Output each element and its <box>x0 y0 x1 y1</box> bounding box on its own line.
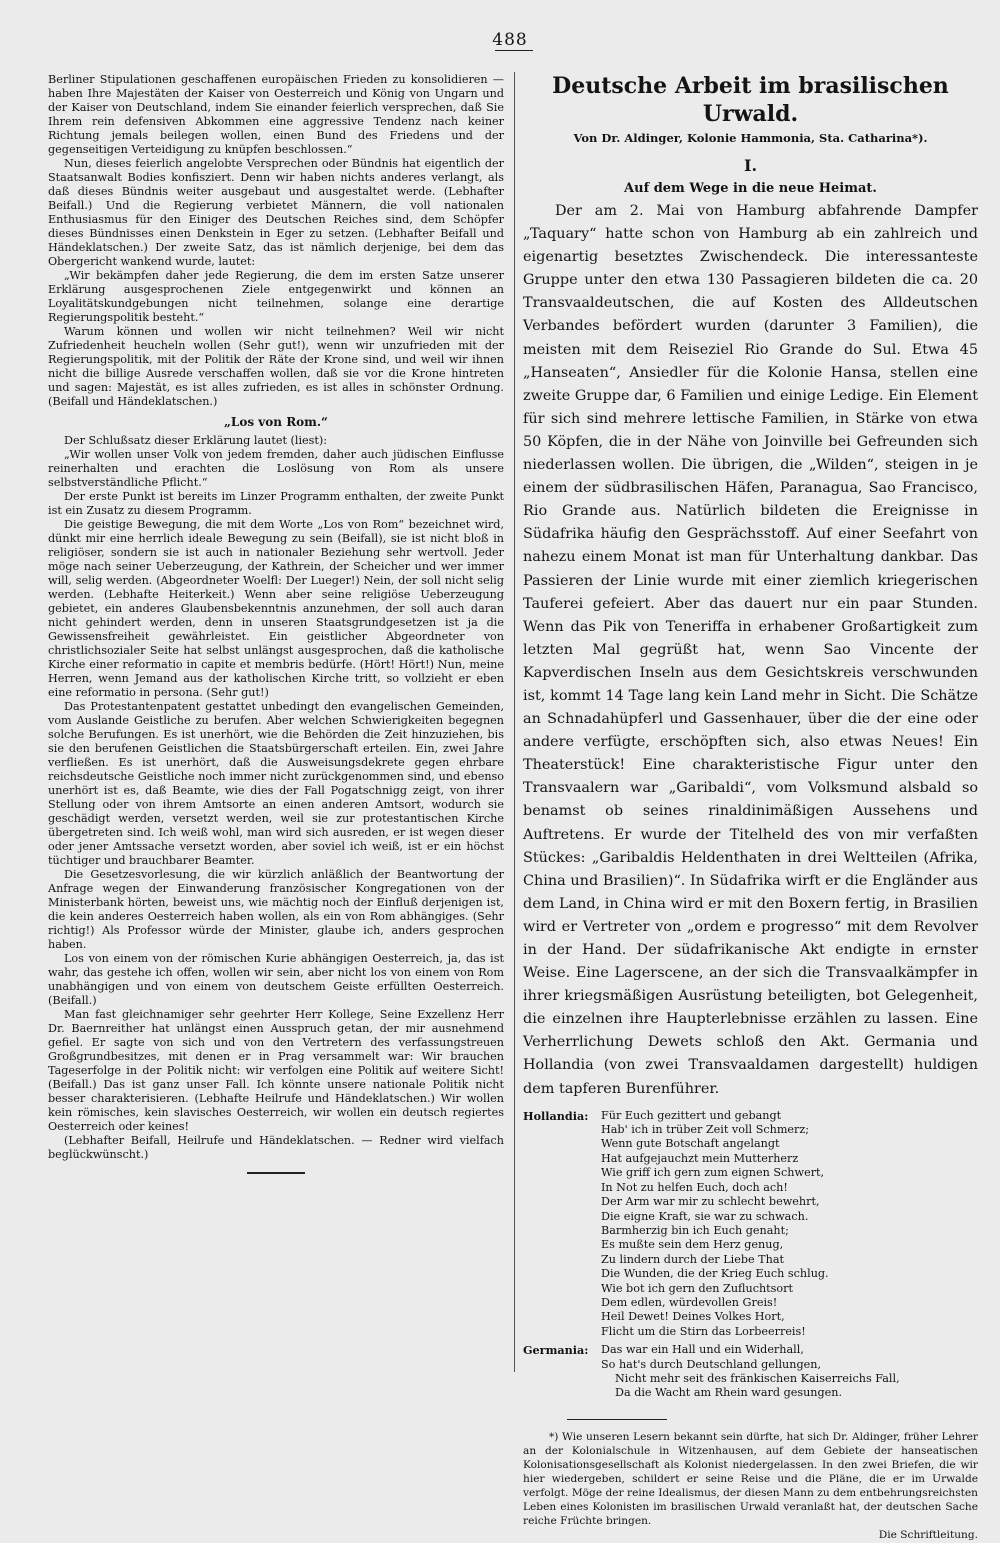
poem-line: Dem edlen, würdevollen Greis! <box>601 1295 778 1309</box>
left-paragraph: Los von einem von der römischen Kurie abhängigen Oesterreich, ja, das ist wahr, das gestehe ich offen, wollen wir sein, aber nicht los von einem von Rom unabhängigen und von einem von deutschem Geiste erfüllten Oesterreich. (Beifall.) <box>48 952 504 1007</box>
left-paragraph: (Lebhafter Beifall, Heilrufe und Händeklatschen. — Redner wird vielfach beglückwünscht.) <box>48 1134 504 1161</box>
poem-line: Barmherzig bin ich Euch genaht; <box>601 1223 789 1237</box>
footnote-rule <box>567 1419 667 1420</box>
right-column <box>523 72 978 1543</box>
poem-line: Für Euch gezittert und gebangt <box>601 1108 782 1122</box>
poem-line: Nicht mehr seit des fränkischen Kaiserreichs Fall, <box>615 1371 900 1385</box>
poem-verses <box>601 1343 978 1401</box>
poem-line: Flicht um die Stirn das Lorbeerreis! <box>601 1324 806 1338</box>
poem-speaker: Hollandia: <box>523 1108 589 1123</box>
left-paragraph: Berliner Stipulationen geschaffenen europäischen Frieden zu konsolidieren — haben Ihre Majestäten der Kaiser von Oesterreich und König von Ungarn und der Kaiser von Deutschland, indem Sie einander feierlich versprechen, daß Sie Ihrem rein defensiven Abkommen eine aggressive Tendenz nach keiner Richtung jemals beilegen wollen, einen Bund des Friedens und der gegenseitigen Verteidigung zu knüpfen beschlossen.“ <box>48 73 504 156</box>
left-paragraph: Die Gesetzesvorlesung, die wir kürzlich anläßlich der Beantwortung der Anfrage wegen der Einwanderung französischer Kongregationen von der Ministerbank hörten, beweist uns, wie mächtig noch der Einfluß derjenigen ist, die kein anderes Oesterreich haben wollen, als ein von Rom abhängiges. (Sehr richtig!) Als Professor würde der Minister, glaube ich, anders gesprochen haben. <box>48 868 504 951</box>
left-paragraph: Nun, dieses feierlich angelobte Versprechen oder Bündnis hat eigentlich der Staatsanwalt Bodies konfisziert. Denn wir haben nichts anderes verlangt, als daß dieses Bündnis weiter ausgebaut und ausgestaltet werde. (Lebhafter Beifall.) Und die Regierung verbietet Männern, die voll nationalen Enthusiasmus für den Einiger des Deutschen Reiches sind, dem Schöpfer dieses Bündnisses einen Denkstein in Eger zu setzen. (Lebhafter Beifall und Händeklatschen.) Der zweite Satz, das ist nämlich derjenige, bei dem das Obergericht wankend wurde, lautet: <box>48 157 504 268</box>
poem-stanza-germania <box>523 1343 978 1401</box>
footnote <box>523 1430 978 1543</box>
left-quote-paragraph: „Wir bekämpfen daher jede Regierung, die dem im ersten Satze unserer Erklärung ausgesprochenen Ziele entgegenwirkt und können an Loyalitätskundgebungen nicht teilnehmen, solange eine derartige Regierungspolitik besteht.“ <box>48 269 504 324</box>
poem-line: Da die Wacht am Rhein ward gesungen. <box>615 1386 843 1400</box>
poem-line: Hat aufgejauchzt mein Mutterherz <box>601 1151 799 1165</box>
left-paragraph: Das Protestantenpatent gestattet unbedingt den evangelischen Gemeinden, vom Auslande Geistliche zu berufen. Aber welchen Schwierigkeiten begegnen solche Berufungen. Es ist unerhört, wie die Behörden die Zeit hinzuziehen, bis sie den berufenen Geistlichen die Staatsbürgerschaft erteilen. Ein, zwei Jahre verfließen. Es ist unerhört, daß die Ausweisungsdekrete gegen ehrbare reichsdeutsche Geistliche noch immer nicht zurückgenommen sind, und ebenso unerhört ist es, daß Beamte, wie dies der Fall Pogatschnigg zeigt, von ihrer Stellung oder von ihrem Amtsorte an einen anderen Amtsort, wodurch sie geschädigt werden, versetzt werden, weil sie zur protestantischen Kirche übergetreten sind. Ich weiß wohl, man wird sich ausreden, er ist wegen dieser oder jener Amtssache versetzt worden, aber soviel ich weiß, ist er ein höchst tüchtiger und brauchbarer Beamter. <box>48 700 504 867</box>
footnote-text: *) Wie unseren Lesern bekannt sein dürfte, hat sich Dr. Aldinger, früher Lehrer an der Kolonialschule in Witzenhausen, auf dem Gebiete der hanseatischen Kolonisationsgesellschaft als Kolonist niedergelassen. In den zwei Briefen, die wir hier wiedergeben, schildert er seine Reise und die Pläne, die er im Urwalde verfolgt. Möge der reine Idealismus, der diesen Mann zu dem entbehrungsreichsten Leben eines Kolonisten im brasilischen Urwald veranlaßt hat, der deutschen Sache reiche Früchte bringen. <box>523 1430 978 1528</box>
article-subheading: Auf dem Wege in die neue Heimat. <box>624 181 877 196</box>
article-part-numeral: I. <box>743 156 758 175</box>
poem-speaker: Germania: <box>523 1343 589 1358</box>
article-title: Deutsche Arbeit im brasilischen Urwald. <box>552 73 949 127</box>
poem-line: Wie griff ich gern zum eignen Schwert, <box>601 1166 825 1180</box>
article-paragraph: Der am 2. Mai von Hamburg abfahrende Dampfer „Taquary“ hatte schon von Hamburg ab ein zahlreich und eigenartig besetztes Zwischendeck. Die interessanteste Gruppe unter den etwa 130 Passagieren bildeten die ca. 20 Transvaaldeutschen, die auf Kosten des Alldeutschen Verbandes befördert wurden (darunter 3 Familien), die meisten mit dem Reiseziel Rio Grande do Sul. Etwa 45 „Hanseaten“, Ansiedler für die Kolonie Hansa, stellen eine zweite Gruppe dar, 6 Familien und einige Ledige. Ein Element für sich sind mehrere lettische Familien, in Stärke von etwa 50 Köpfen, die in der Nähe von Joinville bei Gefreunden sich niederlassen wollen. Die übrigen, die „Wilden“, steigen in je einem der südbrasilischen Häfen, Paranagua, Sao Francisco, Rio Grande aus. Natürlich bildeten die Ereignisse in Südafrika häufig den Gesprächsstoff. Auf einer Seefahrt von nahezu einem Monat ist man für Unterhaltung dankbar. Das Passieren der Linie wurde mit einer ziemlich kriegerischen Tauferei gefeiert. Aber das dauert nur ein paar Stunden. Wenn das Pik von Teneriffa in erhabener Großartigkeit zum letzten Mal gegrüßt hat, wenn Sao Vincente der Kapverdischen Inseln aus dem Gesichtskreis verschwunden ist, kommt 14 Tage lang kein Land mehr in Sicht. Die Schätze an Schnadahüpferl und Gassenhauer, über die der eine oder andere verfügte, erschöpften sich, also etwas Neues! Ein Theaterstück! Eine charakteristische Figur unter den Transvaalern war „Garibaldi“, vom Volksmund alsbald so benamst ob seines rinaldinimäßigen Aussehens und Auftretens. Er wurde der Titelheld des von mir verfaßten Stückes: „Garibaldis Heldenthaten in drei Weltteilen (Afrika, China und Brasilien)“. In Südafrika wirft er die Engländer aus dem Land, in China wird er mit den Boxern fertig, in Brasilien wird er Vertreter von „ordem e progresso“ mit dem Revolver in der Hand. Der südafrikanische Akt endigte in ernster Weise. Eine Lagerscene, an der sich die Transvaalkämpfer in ihrer kriegsmäßigen Ausrüstung beteiligten, bot Gelegenheit, die einzelnen ihre Haupterlebnisse erzählen zu lassen. Eine Verherrlichung Dewets schloß den Akt. Germania und Hollandia (von zwei Transvaaldamen dargestellt) huldigen dem tapferen Burenführer. <box>523 203 978 1097</box>
article-body <box>523 200 978 1101</box>
poem-line: Es mußte sein dem Herz genug, <box>601 1238 784 1252</box>
page-number-rule <box>495 50 533 51</box>
left-quote-paragraph: „Wir wollen unser Volk von jedem fremden, daher auch jüdischen Einflusse reinerhalten und erachten die Loslösung von Rom als unsere selbstverständliche Pflicht.“ <box>48 448 504 489</box>
poem-line: Hab' ich in trüber Zeit voll Schmerz; <box>601 1123 810 1137</box>
left-paragraph: Der erste Punkt ist bereits im Linzer Programm enthalten, der zweite Punkt ist ein Zusatz zu diesem Programm. <box>48 490 504 517</box>
column-divider <box>514 72 515 1372</box>
left-paragraph: Der Schlußsatz dieser Erklärung lautet (liest): <box>64 434 328 447</box>
left-subheading: „Los von Rom.“ <box>224 415 328 429</box>
left-column <box>48 73 504 1174</box>
poem-verses <box>601 1109 978 1340</box>
poem-line: Wenn gute Botschaft angelangt <box>601 1137 780 1151</box>
poem-line: Wie bot ich gern den Zufluchtsort <box>601 1281 793 1295</box>
poem <box>523 1109 978 1401</box>
article-end-rule <box>247 1172 305 1174</box>
left-paragraph: Warum können und wollen wir nicht teilnehmen? Weil wir nicht Zufriedenheit heucheln wollen (Sehr gut!), wenn wir unzufrieden mit der Regierungspolitik, mit der Politik der Räte der Krone sind, und weil wir ihnen nicht die billige Ausrede verschaffen wollen, daß sie vor die Krone hintreten und sagen: Majestät, es ist alles zufrieden, es ist alles in schönster Ordnung. (Beifall und Händeklatschen.) <box>48 325 504 408</box>
poem-line: Zu lindern durch der Liebe That <box>601 1252 785 1266</box>
poem-stanza-hollandia <box>523 1109 978 1340</box>
poem-line: So hat's durch Deutschland gellungen, <box>601 1357 822 1371</box>
poem-line: Die eigne Kraft, sie war zu schwach. <box>601 1209 809 1223</box>
footnote-signature: Die Schriftleitung. <box>878 1529 978 1542</box>
poem-line: Heil Dewet! Deines Volkes Hort, <box>601 1310 785 1324</box>
poem-line: Der Arm war mir zu schlecht bewehrt, <box>601 1195 820 1209</box>
poem-line: Die Wunden, die der Krieg Euch schlug. <box>601 1267 829 1281</box>
left-paragraph: Man fast gleichnamiger sehr geehrter Herr Kollege, Seine Exzellenz Herr Dr. Baernreither hat unlängst einen Ausspruch getan, der mir ausnehmend gefiel. Er sagte von sich und von den Vertretern des verfassungstreuen Großgrundbesitzes, mit denen er in Prag versammelt war: Wir brauchen Tageserfolge in der Politik nicht: wir verfolgen eine Politik auf weitere Sicht! (Beifall.) Das ist ganz unser Fall. Ich könnte unsere nationale Politik nicht besser charakterisieren. (Lebhafte Heilrufe und Händeklatschen.) Wir wollen kein römisches, kein slavisches Oesterreich, wir wollen ein deutsch regiertes Oesterreich oder keines! <box>48 1008 504 1133</box>
page-number: 488 <box>492 30 528 50</box>
left-paragraph: Die geistige Bewegung, die mit dem Worte „Los von Rom“ bezeichnet wird, dünkt mir eine herrlich ideale Bewegung zu sein (Beifall), sie ist nicht bloß in religiöser, sondern sie ist auch in nationaler Beziehung sehr wertvoll. Jeder möge nach seiner Ueberzeugung, der Kathrein, der Scheicher und wer immer will, selig werden. (Abgeordneter Woelfl: Der Lueger!) Nein, der soll nicht selig werden. (Lebhafte Heiterkeit.) Wenn aber seine religiöse Ueberzeugung gebietet, ein anderes Glaubensbekenntnis anzunehmen, der soll auch daran nicht gehindert werden, denn in unseren Staatsgrundgesetzen ist ja die Gewissensfreiheit gewährleistet. Ein geistlicher Abgeordneter von christlichsozialer Seite hat selbst unlängst ausgesprochen, daß die katholische Kirche einer reformatio in capite et membris bedürfe. (Hört! Hört!) Nun, meine Herren, wenn Jemand aus der katholischen Kirche tritt, so vollzieht er eben eine reformatio in persona. (Sehr gut!) <box>48 518 504 699</box>
poem-line: In Not zu helfen Euch, doch ach! <box>601 1180 788 1194</box>
poem-line: Das war ein Hall und ein Widerhall, <box>601 1343 804 1357</box>
article-byline: Von Dr. Aldinger, Kolonie Hammonia, Sta. Catharina*). <box>573 131 928 145</box>
